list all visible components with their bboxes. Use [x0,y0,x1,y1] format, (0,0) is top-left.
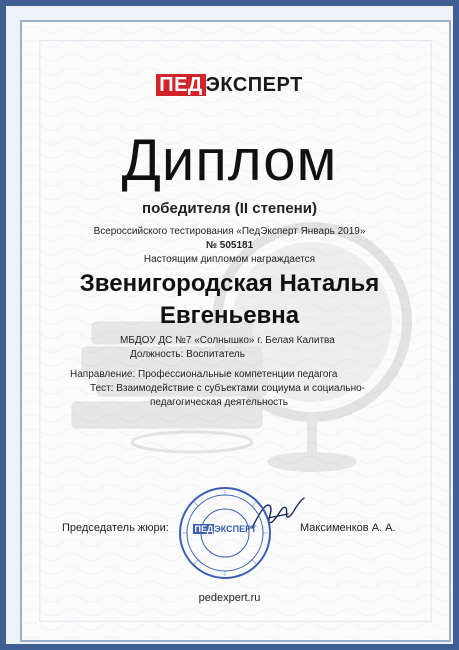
diploma-subtitle: победителя (II степени) [142,200,317,217]
logo-text: ЭКСПЕРТ [205,74,303,96]
jury-label: Председатель жюри: [62,522,169,534]
official-stamp [178,486,272,580]
direction: Направление: Профессиональные компетенции педагога [70,369,338,380]
website-url: pedexpert.ru [198,592,261,604]
position: Должность: Воспитатель [130,349,245,360]
stamp-logo [178,524,272,534]
diploma-title: Диплом [121,128,338,193]
testing-line: Всероссийского тестирования «ПедЭксперт Январь 2019» [93,226,366,237]
logo-red-box: ПЕД [156,74,205,96]
jury-name: Максименков А. А. [300,522,396,534]
stamp-logo-box: ПЕД [194,524,214,534]
organization: МБДОУ ДС №7 «Солнышко» г. Белая Калитва [120,335,335,346]
diploma-number: № 505181 [205,240,254,251]
stamp-logo-text: ЭКСПЕРТ [214,524,257,534]
test-line-1: Тест: Взаимодействие с субъектами социума и социально- [90,383,365,394]
award-line: Настоящим дипломом награждается [143,254,316,265]
recipient-name-line1: Звенигородская Наталья [79,270,380,297]
test-line-2: педагогическая деятельность [150,397,288,408]
recipient-name-line2: Евгеньевна [159,302,300,329]
pedexpert-logo [0,74,459,97]
